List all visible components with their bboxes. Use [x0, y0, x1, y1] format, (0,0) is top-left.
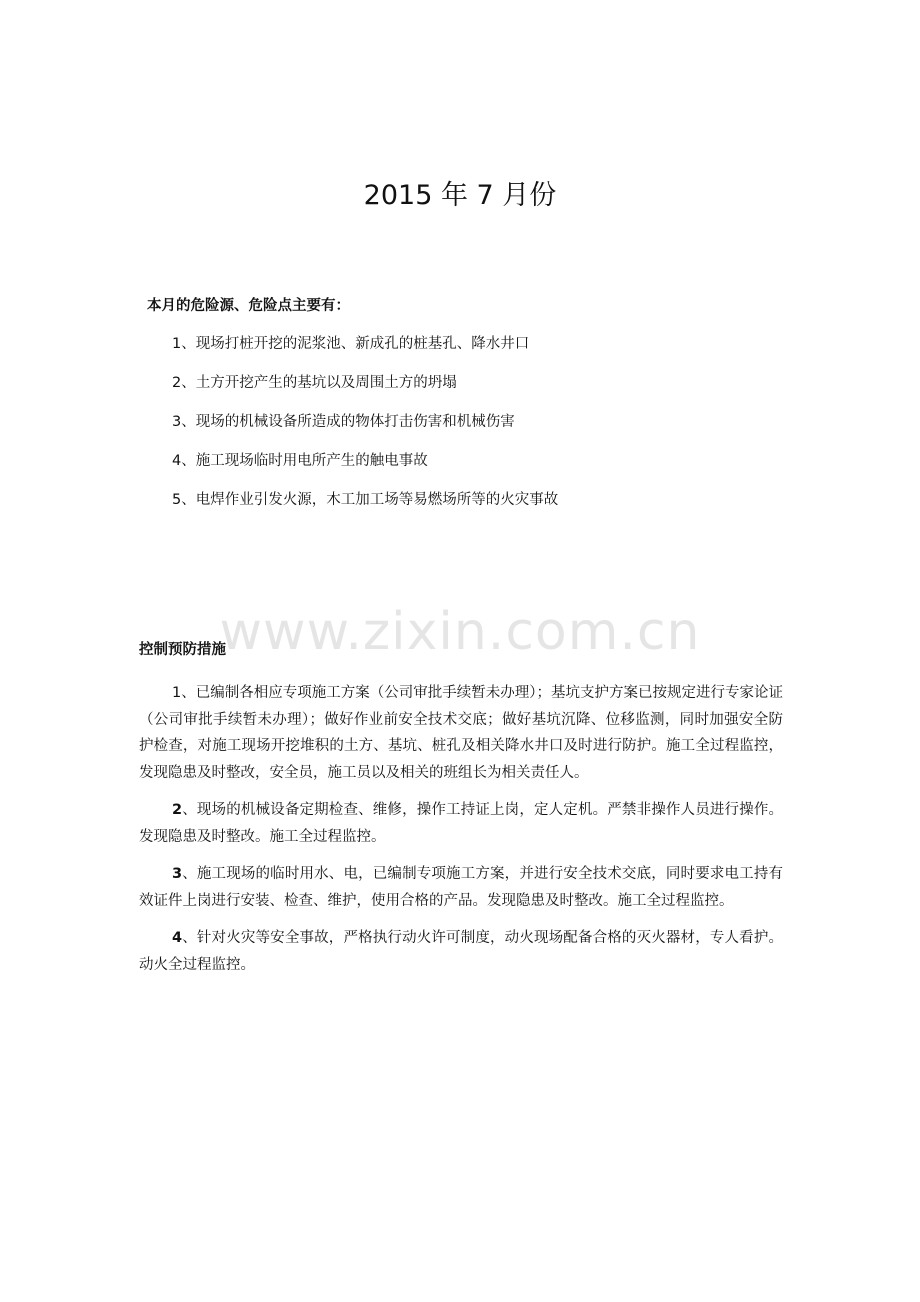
hazard-text: 、现场的机械设备所造成的物体打击伤害和机械伤害 [181, 414, 515, 430]
hazards-heading: 本月的危险源、危险点主要有： [147, 298, 350, 314]
measure-text: 、已编制各相应专项施工方案（公司审批手续暂未办理）；基坑支护方案已按规定进行专家论证（公司审批手续暂未办理）；做好作业前安全技术交底；做好基坑沉降、位移监测，同时加强安全防护检查，对施工现场开挖堆积的土方、基坑、桩孔及相关降水井口及时进行防护。施工全过程监控，发现隐患及时整改，安全员，施工员以及相关的班组长为相关责任人。 [139, 685, 783, 781]
hazard-text: 、土方开挖产生的基坑以及周围土方的坍塌 [181, 375, 457, 391]
measure-number: 3 [172, 866, 183, 882]
measures-list [139, 680, 783, 989]
measure-text: 、施工现场的临时用水、电，已编制专项施工方案，并进行安全技术交底，同时要求电工持有效证件上岗进行安装、检查、维护，使用合格的产品。发现隐患及时整改。施工全过程监控。 [139, 866, 783, 909]
measure-paragraph [139, 797, 783, 850]
hazard-item [172, 412, 558, 451]
hazard-item [172, 373, 558, 412]
measure-text: 、现场的机械设备定期检查、维修，操作工持证上岗，定人定机。严禁非操作人员进行操作。发现隐患及时整改。施工全过程监控。 [139, 802, 783, 845]
measure-paragraph [139, 925, 783, 978]
hazards-list [172, 334, 558, 529]
measures-heading: 控制预防措施 [139, 642, 226, 658]
hazard-item [172, 451, 558, 490]
hazard-number: 1 [172, 336, 182, 352]
hazard-number: 2 [172, 375, 182, 391]
measure-number: 4 [172, 930, 183, 946]
measure-number: 2 [172, 802, 183, 818]
hazard-text: 、电焊作业引发火源，木工加工场等易燃场所等的火灾事故 [181, 492, 559, 508]
measure-paragraph [139, 861, 783, 914]
measure-number: 1 [172, 685, 182, 701]
hazard-item [172, 334, 558, 373]
hazard-number: 3 [172, 414, 182, 430]
hazard-text: 、施工现场临时用电所产生的触电事故 [181, 453, 428, 469]
hazard-text: 、现场打桩开挖的泥浆池、新成孔的桩基孔、降水井口 [181, 336, 530, 352]
watermark: www.zixin.com.cn [219, 602, 701, 662]
measure-text: 、针对火灾等安全事故，严格执行动火许可制度，动火现场配备合格的灭火器材，专人看护。动火全过程监控。 [139, 930, 783, 973]
hazard-number: 4 [172, 453, 182, 469]
hazard-item [172, 490, 558, 529]
page-title: 2015 年 7 月份 [363, 180, 557, 211]
hazard-number: 5 [172, 492, 182, 508]
measure-paragraph [139, 680, 783, 786]
